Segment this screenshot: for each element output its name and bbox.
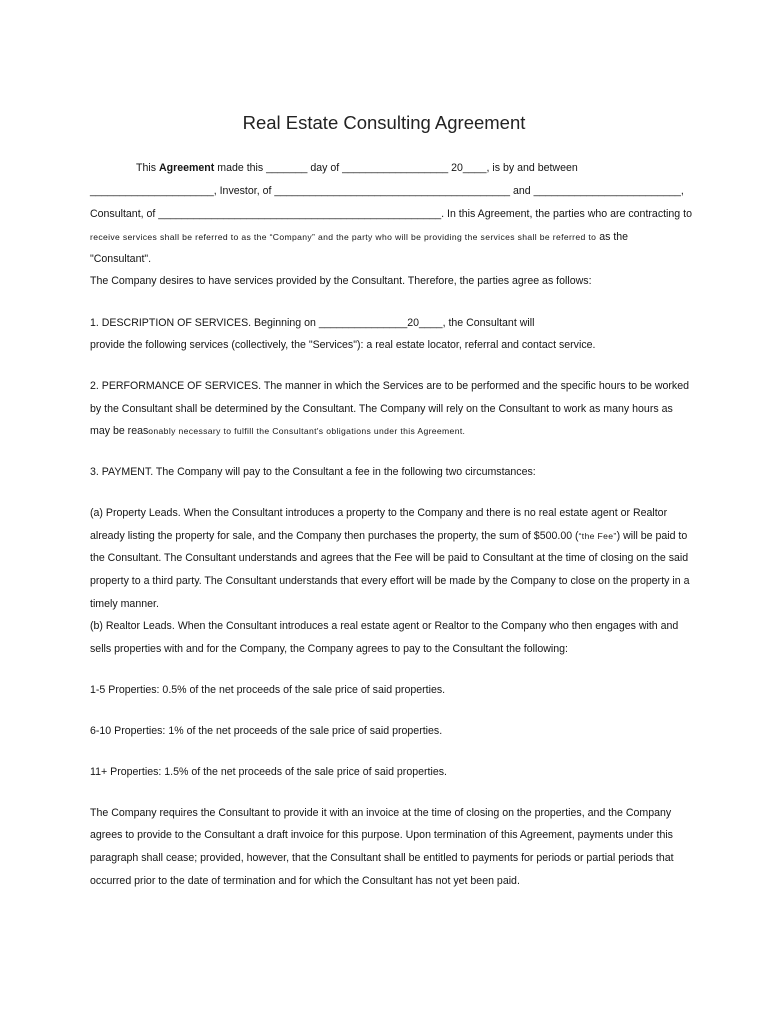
section2-line-1: 2. PERFORMANCE OF SERVICES. The manner in which the Services are to be performed and the specific hours to be worked: [90, 380, 690, 392]
section1-line-1: 1. DESCRIPTION OF SERVICES. Beginning on _______________20____, the Consultant will: [90, 317, 535, 329]
invoice-line-4: occurred prior to the date of termination and for which the Consultant has not yet been paid.: [90, 875, 520, 887]
realtor-leads-line-2: sells properties with and for the Company, the Company agrees to pay to the Consultant the following:: [90, 643, 568, 655]
property-leads-text: ) will be paid to: [616, 530, 688, 542]
section3-heading: 3. PAYMENT. The Company will pay to the Consultant a fee in the following two circumstances:: [90, 466, 536, 478]
invoice-line-1: The Company requires the Consultant to provide it with an invoice at the time of closing on the properties, and the Company: [90, 807, 672, 819]
intro-line-2: _____________________, Investor, of ________________________________________ and _________________________,: [90, 185, 684, 197]
intro-text: This: [136, 162, 159, 174]
tier-11-plus-properties: 11+ Properties: 1.5% of the net proceeds of the sale price of said properties.: [90, 766, 447, 778]
section2-line-2: by the Consultant shall be determined by the Consultant. The Company will rely on the Consultant to work as many hours as: [90, 403, 673, 415]
property-leads-line-3: the Consultant. The Consultant understands and agrees that the Fee will be paid to Consultant at the time of closing on the said: [90, 552, 689, 564]
intro-text: as the: [596, 231, 629, 243]
intro-line-3: Consultant, of ________________________________________________. In this Agreement, the parties who are contracting to: [90, 208, 692, 220]
invoice-line-3: paragraph shall cease; provided, however, that the Consultant shall be entitled to payments for periods or partial periods that: [90, 852, 674, 864]
property-leads-line-4: property to a third party. The Consultant understands that every effort will be made by the Company to close on the property in a: [90, 575, 690, 587]
intro-line-1: [136, 162, 578, 175]
section2-line-3: [90, 425, 465, 438]
property-leads-line-1: (a) Property Leads. When the Consultant introduces a property to the Company and there is no real estate agent or Realtor: [90, 507, 668, 519]
section2-small-text: onably necessary to fulfill the Consultant's obligations under this Agreement.: [148, 426, 466, 436]
invoice-line-2: agrees to provide to the Consultant a draft invoice for this purpose. Upon termination of this Agreement, payments under this: [90, 829, 673, 841]
property-leads-line-5: timely manner.: [90, 598, 159, 610]
agreement-term: Agreement: [158, 162, 215, 174]
tier-6-10-properties: 6-10 Properties: 1% of the net proceeds of the sale price of said properties.: [90, 725, 443, 737]
intro-line-5: "Consultant".: [90, 253, 152, 265]
intro-line-6: The Company desires to have services provided by the Consultant. Therefore, the parties agree as follows:: [90, 275, 592, 287]
property-leads-line-2: [90, 530, 687, 543]
intro-small-text: receive services shall be referred to as the “Company” and the party who will be providing the services shall be referred to: [90, 232, 597, 242]
intro-line-4: [90, 231, 628, 244]
fee-term: “the Fee”: [578, 531, 617, 541]
section2-text: may be reas: [90, 425, 149, 437]
section1-line-2: provide the following services (collectively, the "Services"): a real estate locator, referral and contact service.: [90, 339, 596, 351]
document-title: Real Estate Consulting Agreement: [242, 112, 526, 133]
property-leads-text: already listing the property for sale, and the Company then purchases the property, the sum of $500.00 (: [90, 530, 579, 542]
tier-1-5-properties: 1-5 Properties: 0.5% of the net proceeds of the sale price of said properties.: [90, 684, 446, 696]
intro-text: made this _______ day of __________________ 20____, is by and between: [214, 162, 578, 174]
realtor-leads-line-1: (b) Realtor Leads. When the Consultant introduces a real estate agent or Realtor to the Company who then engages with and: [90, 620, 679, 632]
